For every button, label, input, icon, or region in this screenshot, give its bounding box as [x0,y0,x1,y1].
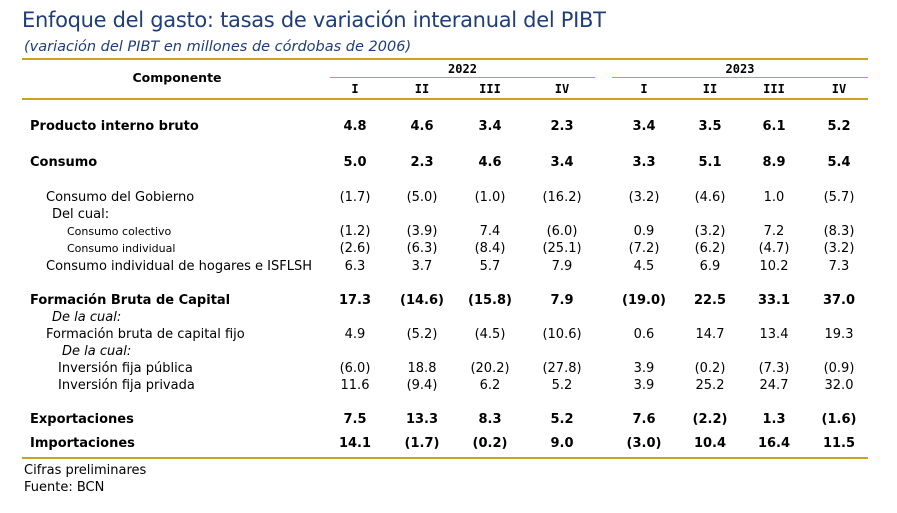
table-row [0,258,897,276]
row-label: Consumo individual de hogares e ISFLSH [46,259,312,274]
table-cell: 8.3 [478,412,502,427]
row-label: Consumo individual [67,242,176,255]
table-cell: (3.2) [628,190,660,205]
table-cell: 2.3 [410,155,434,170]
table-cell: 3.4 [632,119,656,134]
table-cell: (7.2) [628,241,660,256]
table-cell: (5.7) [823,190,855,205]
quarter-header: III [479,82,501,96]
table-cell: 3.5 [698,119,722,134]
table-cell: 13.3 [405,412,439,427]
table-cell: 6.2 [479,378,501,393]
component-header: Componente [132,70,222,85]
table-row [0,206,897,224]
table-row [0,189,897,207]
table-cell: 3.7 [411,259,433,274]
table-cell: 5.7 [479,259,501,274]
table-cell: (16.2) [542,190,582,205]
table-cell: 4.6 [410,119,434,134]
table-cell: 5.4 [827,155,851,170]
table-cell: (3.2) [823,241,855,256]
table-cell: (7.3) [758,361,790,376]
table-cell: (4.6) [694,190,726,205]
table-cell: 11.6 [340,378,370,393]
table-cell: (8.3) [823,224,855,239]
table-cell: 3.9 [633,378,655,393]
table-cell: 6.3 [344,259,366,274]
table-cell: (2.2) [692,412,728,427]
row-label: Formación bruta de capital fijo [46,327,245,342]
header-rule [22,98,868,100]
quarter-header: III [763,82,785,96]
bottom-rule [22,457,868,459]
table-cell: (6.0) [339,361,371,376]
table-cell: 10.4 [693,436,727,451]
table-cell: (6.3) [406,241,438,256]
table-cell: (1.2) [339,224,371,239]
table-cell: 16.4 [757,436,791,451]
table-cell: 24.7 [759,378,789,393]
table-cell: (4.5) [474,327,506,342]
table-cell: (6.0) [546,224,578,239]
row-label: Consumo del Gobierno [46,190,195,205]
row-label: De la cual: [52,310,122,325]
quarter-header: IV [554,82,570,96]
table-cell: 7.4 [479,224,501,239]
row-label: Consumo colectivo [67,225,172,238]
year-header-2023: 2023 [725,62,755,76]
table-row [0,309,897,327]
table-row [0,411,897,429]
table-cell: 10.2 [759,259,789,274]
row-label: Consumo [30,155,98,170]
table-row [0,343,897,361]
table-cell: 4.9 [344,327,366,342]
quarter-header: I [351,82,359,96]
table-cell: 13.4 [759,327,789,342]
table-cell: 22.5 [693,293,727,308]
table-cell: 25.2 [695,378,725,393]
table-cell: (6.2) [694,241,726,256]
table-row [0,377,897,395]
table-cell: (0.9) [823,361,855,376]
table-cell: 7.9 [550,293,574,308]
table-cell: 7.2 [763,224,785,239]
table-row [0,292,897,310]
table-cell: (1.0) [474,190,506,205]
row-label: Importaciones [30,436,135,451]
row-label: Formación Bruta de Capital [30,293,231,308]
table-cell: 8.9 [762,155,786,170]
table-cell: 3.3 [632,155,656,170]
table-cell: (8.4) [474,241,506,256]
table-cell: 0.6 [633,327,655,342]
table-cell: 6.9 [699,259,721,274]
table-cell: 3.9 [633,361,655,376]
table-cell: (4.7) [758,241,790,256]
table-cell: (2.6) [339,241,371,256]
table-cell: (0.2) [694,361,726,376]
table-row [0,326,897,344]
table-cell: (3.9) [406,224,438,239]
row-label: Del cual: [52,207,110,222]
quarter-header: I [640,82,648,96]
table-cell: (5.2) [406,327,438,342]
year-header-2022: 2022 [448,62,477,76]
table-cell: 18.8 [407,361,437,376]
table-cell: 37.0 [822,293,856,308]
table-row [0,223,897,241]
table-cell: (25.1) [542,241,582,256]
year-rule-2022 [330,77,595,78]
table-cell: 4.6 [478,155,502,170]
table-cell: 9.0 [550,436,574,451]
table-cell: (20.2) [470,361,510,376]
table-cell: 33.1 [757,293,791,308]
table-cell: (10.6) [542,327,582,342]
table-cell: (1.6) [821,412,857,427]
row-label: De la cual: [62,344,132,359]
table-row [0,154,897,172]
footnote-source: Fuente: BCN [24,480,105,495]
table-cell: (0.2) [472,436,508,451]
table-cell: 1.0 [763,190,785,205]
row-label: Exportaciones [30,412,134,427]
table-cell: 0.9 [633,224,655,239]
table-cell: 19.3 [824,327,854,342]
table-cell: (19.0) [622,293,666,308]
table-cell: 14.7 [695,327,725,342]
row-label: Inversión fija pública [58,361,193,376]
table-cell: 1.3 [762,412,786,427]
table-cell: (14.6) [400,293,444,308]
table-cell: 5.2 [827,119,851,134]
table-cell: 11.5 [822,436,856,451]
table-row [0,360,897,378]
table-subtitle: (variación del PIBT en millones de córdobas de 2006) [24,39,412,55]
table-cell: 14.1 [338,436,372,451]
table-cell: 5.2 [550,412,574,427]
table-cell: (5.0) [406,190,438,205]
table-cell: 4.8 [343,119,367,134]
table-cell: 5.0 [343,155,367,170]
quarter-header: IV [831,82,847,96]
table-cell: 17.3 [338,293,372,308]
table-cell: 32.0 [824,378,854,393]
table-cell: 7.3 [828,259,850,274]
table-cell: 5.2 [551,378,573,393]
row-label: Inversión fija privada [58,378,195,393]
table-title: Enfoque del gasto: tasas de variación interanual del PIBT [22,8,606,32]
table-cell: (27.8) [542,361,582,376]
table-cell: (3.2) [694,224,726,239]
table-cell: 6.1 [762,119,786,134]
table-cell: 2.3 [550,119,574,134]
year-rule-2023 [612,77,868,78]
table-cell: 7.9 [551,259,573,274]
table-cell: (15.8) [468,293,512,308]
table-cell: (1.7) [339,190,371,205]
table-cell: 7.5 [343,412,367,427]
table-cell: 7.6 [632,412,656,427]
quarter-header: II [414,82,430,96]
quarter-header: II [702,82,718,96]
row-label: Producto interno bruto [30,119,199,134]
table-cell: 4.5 [633,259,655,274]
table-cell: 3.4 [550,155,574,170]
table-cell: 5.1 [698,155,722,170]
table-cell: 3.4 [478,119,502,134]
table-cell: (1.7) [404,436,440,451]
top-rule [22,58,868,60]
footnote-preliminary: Cifras preliminares [24,463,147,478]
table-cell: (3.0) [626,436,662,451]
table-cell: (9.4) [406,378,438,393]
table-row [0,118,897,136]
table-row [0,435,897,453]
table-row [0,240,897,258]
